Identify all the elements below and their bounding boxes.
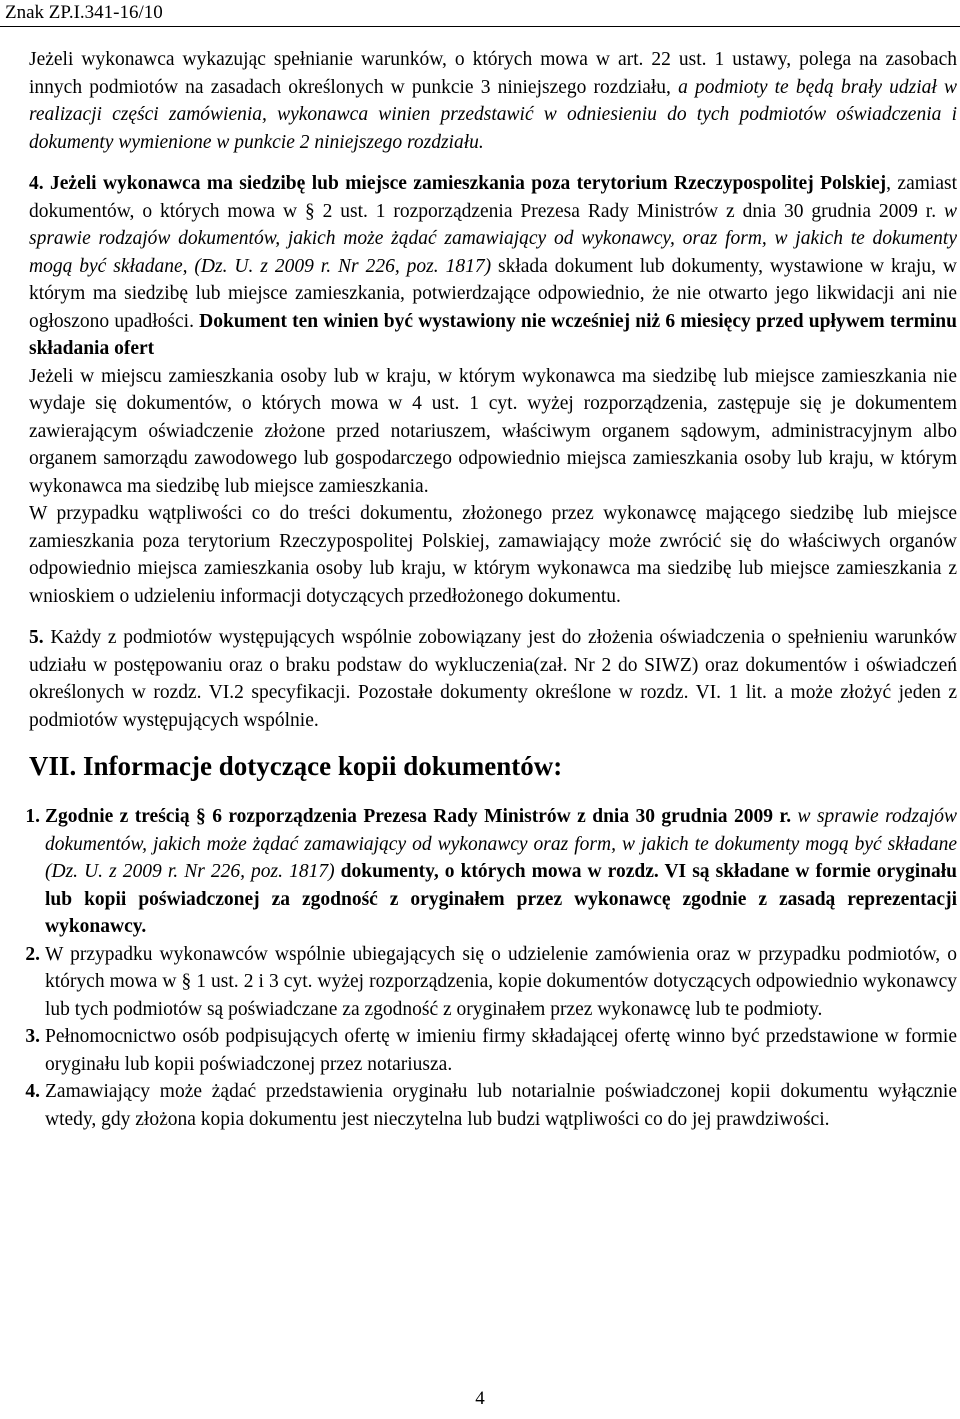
list-item-text: Zamawiający może żądać przedstawienia oryginału lub notarialnie poświadczonej kopii dokumentu wyłącznie wtedy, gdy złożona kopia dokumentu jest nieczytelna lub budzi wątpliwości co do jej prawdziwości. [45,1081,957,1130]
section-7-list [25,803,957,1133]
list-item-text: Pełnomocnictwo osób podpisujących ofertę w imieniu firmy składającej ofertę winno być przedstawione w formie oryginału lub kopii poświadczonej przez notariusza. [45,1026,957,1075]
list-item-bold-tail: dokumenty, o których mowa w rozdz. VI są składane w formie oryginału lub kopii poświadczonej za zgodność z oryginałem przez wykonawcę zgodnie z zasadą reprezentacji wykonawcy. [45,861,957,937]
section-4-lead: 4. Jeżeli wykonawca ma siedzibę lub miejsce zamieszkania poza terytorium Rzeczypospolitej Polskiej [29,173,887,194]
section-4-italic: w sprawie rodzajów dokumentów, jakich może żądać zamawiający od wykonawcy, oraz form, w jakich te dokumenty mogą być składane, (Dz. U. z 2009 r. Nr 226, poz. 1817) [29,200,957,277]
list-item-italic: w sprawie rodzajów dokumentów, jakich może żądać zamawiający od wykonawcy oraz form, w jakich te dokumenty mogą być składane (Dz. U. z 2009 r. Nr 226, poz. 1817) [45,806,957,882]
section-5-paragraph [29,624,957,734]
list-item-number: 4. [25,1081,40,1102]
section-4-paragraph [29,170,957,363]
list-item-number: 3. [25,1026,40,1047]
section-4-text-1: , zamiast dokumentów, o których mowa w § 2 ust. 1 rozporządzenia Prezesa Rady Ministrów z dnia 30 grudnia 2009 r. [29,173,957,222]
section-7-heading: VII. Informacje dotyczące kopii dokumentów: [29,751,563,781]
document-reference: Znak ZP.I.341-16/10 [5,2,163,23]
list-item-bold-lead: Zgodnie z treścią § 6 rozporządzenia Prezesa Rady Ministrów z dnia 30 grudnia 2009 r. [45,806,792,827]
list-item [25,941,957,1024]
section-5-number: 5. [29,627,44,648]
section-4-bold-note: Dokument ten winien być wystawiony nie wcześniej niż 6 miesięcy przed upływem terminu składania ofert [29,310,957,359]
header-divider [0,26,960,27]
intro-paragraph [29,46,957,156]
list-item-text: W przypadku wykonawców wspólnie ubiegających się o udzielenie zamówienia oraz w przypadku podmiotów, o których mowa w § 1 ust. 2 i 3 cyt. wyżej rozporządzenia, kopie dokumentów dotyczących odpowiednio wykonawcy lub tych podmiotów są poświadczane za zgodność z oryginałem przez wykonawcę lub te podmioty. [45,943,957,1020]
list-item-number: 2. [25,943,40,965]
page-number: 4 [475,1388,485,1409]
section-4-paragraph-3: W przypadku wątpliwości co do treści dokumentu, złożonego przez wykonawcę mającego siedzibę lub miejsce zamieszkania poza terytorium Rzeczypospolitej Polskiej, zamawiający może zwrócić się do właściwych organów odpowiednio miejsca zamieszkania osoby lub kraju, w którym wykonawca ma siedzibę lub miejsce zamieszkania z wnioskiem o udzieleniu informacji dotyczących przedłożonego dokumentu. [29,503,957,607]
intro-text: Jeżeli wykonawca wykazując spełnianie warunków, o których mowa w art. 22 ust. 1 ustawy, polega na zasobach innych podmiotów na zasadach określonych w punkcie 3 niniejszego rozdziału, [29,49,957,98]
list-item [25,803,957,941]
intro-italic-text: a podmioty te będą brały udział w realizacji części zamówienia, wykonawca winien przedstawić w odniesieniu do tych podmiotów oświadczenia i dokumenty wymienione w punkcie 2 niniejszego rozdziału. [29,76,957,153]
list-item [25,1078,957,1133]
list-item [25,1023,957,1078]
list-item-number: 1. [25,806,40,827]
section-4-text-2: składa dokument lub dokumenty, wystawione w kraju, w którym ma siedzibę lub miejsce zamieszkania, potwierdzające odpowiednio, że nie otwarto jego likwidacji ani nie ogłoszono upadłości. [29,255,957,332]
section-5-text: Każdy z podmiotów występujących wspólnie zobowiązany jest do złożenia oświadczenia o spełnieniu warunków udziału w postępowaniu oraz o braku podstaw do wykluczenia(zał. Nr 2 do SIWZ) oraz dokumentów i oświadczeń określonych w rozdz. VI.2 specyfikacji. Pozostałe dokumenty określone w rozdz. VI. 1 lit. a może złożyć jeden z podmiotów występujących wspólnie. [29,627,957,731]
page-content [25,46,957,1133]
section-4-paragraph-2: Jeżeli w miejscu zamieszkania osoby lub w kraju, w którym wykonawca ma siedzibę lub miejsce zamieszkania nie wydaje się dokumentów, o których mowa w 4 ust. 1 cyt. wyżej rozporządzenia, zastępuje się je dokumentem zawierającym oświadczenie złożone przed notariuszem, właściwym organem sądowym, administracyjnym albo organem samorządu zawodowego lub gospodarczego odpowiednio miejsca zamieszkania osoby lub kraju, w którym wykonawca ma siedzibę lub miejsce zamieszkania. [29,365,957,497]
